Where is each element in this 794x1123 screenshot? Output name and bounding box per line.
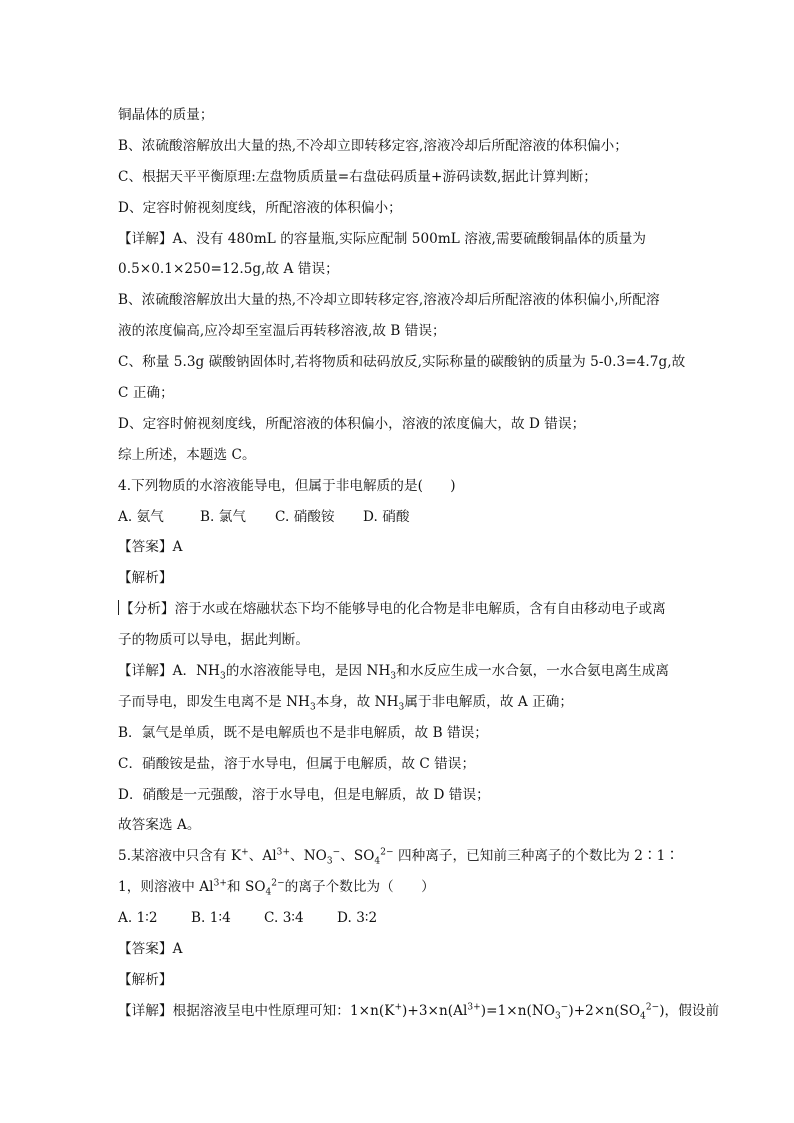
option-d: D. 3∶2	[337, 910, 378, 927]
analysis-label: 【解析】	[118, 570, 173, 587]
text-line: 【详解】A．$NH_3$的水溶液能导电，是因 $NH_3$和水反应生成一水合氨，一水合氨电离生成离	[118, 663, 670, 682]
text-cursor	[118, 600, 119, 615]
text-line: C．硝酸铵是盐，溶于水导电，但属于电解质，故 C 错误；	[118, 755, 476, 772]
option-a: A. 1∶2	[118, 910, 158, 927]
option-c: C. 3∶4	[264, 910, 304, 927]
text-line: 子而导电，即发生电离不是 $NH_3$本身，故 $NH_3$属于非电解质，故 A 正确；	[118, 693, 574, 713]
answer-label: 【答案】A	[118, 941, 183, 958]
question-4-stem: 4.下列物质的水溶液能导电，但属于非电解质的是( )	[118, 477, 456, 494]
question-5-stem-cont: 1，则溶液中 $Al^{3+}$和 $SO_4^{2-}$的离子个数比为（ ）	[118, 878, 435, 898]
text-line: B．氯气是单质，既不是电解质也不是非电解质，故 B 错误；	[118, 724, 488, 741]
text-line: 综上所述，本题选 C。	[118, 446, 256, 463]
text-line: 【分析】溶于水或在熔融状态下均不能够导电的化合物是非电解质，含有自由移动电子或离	[120, 601, 666, 618]
text-line: 铜晶体的质量；	[118, 107, 214, 123]
answer-label: 【答案】A	[118, 539, 183, 556]
text-line: 液的浓度偏高,应冷却至室温后再转移溶液,故 B 错误；	[118, 323, 446, 340]
text-line: B、浓硫酸溶解放出大量的热,不冷却立即转移定容,溶液冷却后所配溶液的体积偏小；	[118, 137, 628, 154]
text-line: C 正确；	[118, 385, 174, 402]
text-line: C、根据天平平衡原理:左盘物质质量=右盘砝码质量+游码读数,据此计算判断；	[118, 168, 597, 185]
document-body	[118, 100, 720, 1027]
option-a: A. 氨气	[118, 508, 164, 525]
text-line: D、定容时俯视刻度线，所配溶液的体积偏小，溶液的浓度偏大，故 D 错误；	[118, 415, 586, 432]
option-c: C. 硝酸铵	[275, 508, 335, 525]
question-4-options	[118, 502, 678, 533]
text-line: 0.5×0.1×250=12.5g,故 A 错误；	[118, 261, 339, 278]
text-line: D、定容时俯视刻度线，所配溶液的体积偏小；	[118, 199, 402, 216]
text-line: 故答案选 A。	[118, 817, 201, 834]
text-line: D．硝酸是一元强酸，溶于水导电，但是电解质，故 D 错误；	[118, 786, 490, 803]
question-5-options	[118, 903, 678, 934]
text-line: 【详解】A、没有 480mL 的容量瓶,实际应配制 500mL 溶液,需要硫酸铜晶体的质量为	[118, 230, 646, 247]
text-line: C、称量 5.3g 碳酸钠固体时,若将物质和砝码放反,实际称量的碳酸钠的质量为 5-0.3=4.7g,故	[118, 354, 686, 371]
text-line: B、浓硫酸溶解放出大量的热,不冷却立即转移定容,溶液冷却后所配溶液的体积偏小,所配溶	[118, 292, 660, 309]
question-5-stem: 5.某溶液中只含有 K+、$Al^{3+}$、$NO_3^-$、$SO_4^{2-}$ 四种离子，已知前三种离子的个数比为 2∶1∶	[118, 847, 679, 868]
option-b: B. 1∶4	[191, 910, 231, 927]
option-b: B. 氯气	[200, 508, 247, 525]
option-d: D. 硝酸	[363, 508, 410, 525]
text-line: 子的物质可以导电，据此判断。	[118, 632, 310, 649]
analysis-label: 【解析】	[118, 971, 173, 988]
text-line: 【详解】根据溶液呈电中性原理可知：$1\times n(K^+)+3\times n(Al^{3+})=1\times n(NO_3^-)+2\times n(SO_4^{2-})$，假设前	[118, 1002, 720, 1022]
